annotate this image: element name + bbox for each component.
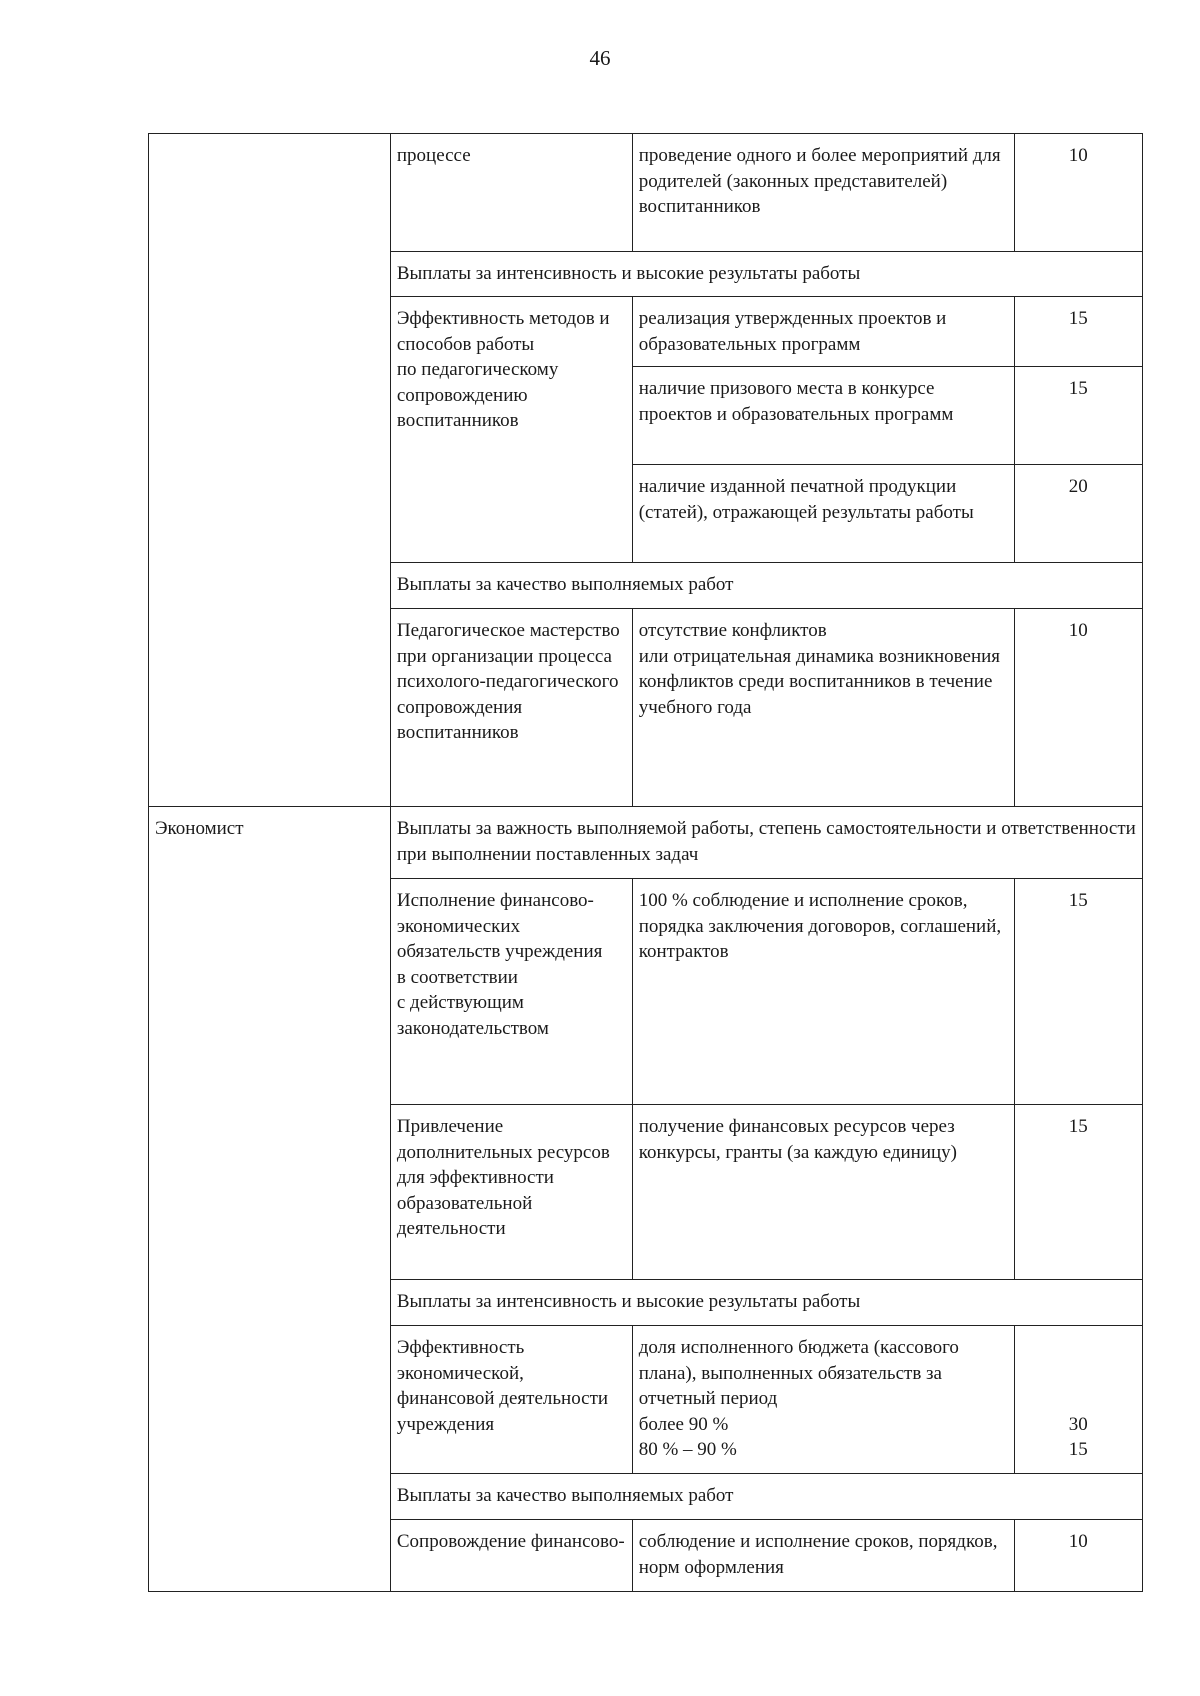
points-cell: 20 — [1014, 465, 1142, 563]
points-cell: 15 — [1014, 1105, 1142, 1280]
indicator-cell: получение финансовых ресурсов через конкурсы, гранты (за каждую единицу) — [632, 1105, 1014, 1280]
points-cell — [1014, 1326, 1142, 1474]
indicator-cell: 100 % соблюдение и исполнение сроков, порядка заключения договоров, соглашений, контрактов — [632, 879, 1014, 1105]
points-cell: 10 — [1014, 609, 1142, 807]
points-cell: 10 — [1014, 1520, 1142, 1592]
section-heading: Выплаты за интенсивность и высокие результаты работы — [390, 1280, 1142, 1326]
indicator-cell: наличие изданной печатной продукции (статей), отражающей результаты работы — [632, 465, 1014, 563]
position-cell: Экономист — [149, 807, 391, 1592]
points-cell: 15 — [1014, 297, 1142, 367]
table-row — [149, 134, 1143, 252]
section-heading: Выплаты за важность выполняемой работы, степень самостоятельности и ответственности при выполнении поставленных задач — [390, 807, 1142, 879]
indicator-cell: отсутствие конфликтов или отрицательная динамика возникновения конфликтов среди воспитанников в течение учебного года — [632, 609, 1014, 807]
threshold-points: 30 — [1068, 1413, 1088, 1435]
criterion-cell: Привлечение дополнительных ресурсов для эффективности образовательной деятельности — [390, 1105, 632, 1280]
threshold-label: более 90 % — [638, 1413, 729, 1435]
criterion-cell: Педагогическое мастерство при организации процесса психолого-педагогического сопровождения воспитанников — [390, 609, 632, 807]
section-heading: Выплаты за качество выполняемых работ — [390, 563, 1142, 609]
position-cell — [149, 134, 391, 807]
indicator-cell: реализация утвержденных проектов и образовательных программ — [632, 297, 1014, 367]
indicator-cell: соблюдение и исполнение сроков, порядков, норм оформления — [632, 1520, 1014, 1592]
criterion-cell: Сопровождение финансово- — [390, 1520, 632, 1592]
section-heading: Выплаты за интенсивность и высокие результаты работы — [390, 252, 1142, 297]
section-row — [149, 807, 1143, 879]
points-cell: 10 — [1014, 134, 1142, 252]
criterion-cell: Исполнение финансово-экономических обязательств учреждения в соответствии с действующим законодательством — [390, 879, 632, 1105]
indicator-text: доля исполненного бюджета (кассового плана), выполненных обязательств за отчетный период — [638, 1337, 959, 1409]
indicator-cell: наличие призового места в конкурсе проектов и образовательных программ — [632, 367, 1014, 465]
criterion-cell: Эффективность методов и способов работы по педагогическому сопровождению воспитанников — [390, 297, 632, 563]
section-heading: Выплаты за качество выполняемых работ — [390, 1474, 1142, 1520]
criterion-cell: Эффективность экономической, финансовой деятельности учреждения — [390, 1326, 632, 1474]
points-cell: 15 — [1014, 367, 1142, 465]
threshold-points: 15 — [1068, 1439, 1088, 1460]
indicator-cell — [632, 1326, 1014, 1474]
payment-criteria-table — [148, 133, 1143, 1592]
indicator-cell: проведение одного и более мероприятий для родителей (законных представителей) воспитанников — [632, 134, 1014, 252]
criterion-cell: процессе — [390, 134, 632, 252]
points-cell: 15 — [1014, 879, 1142, 1105]
threshold-label: 80 % – 90 % — [638, 1439, 737, 1460]
page-number: 46 — [589, 46, 611, 70]
